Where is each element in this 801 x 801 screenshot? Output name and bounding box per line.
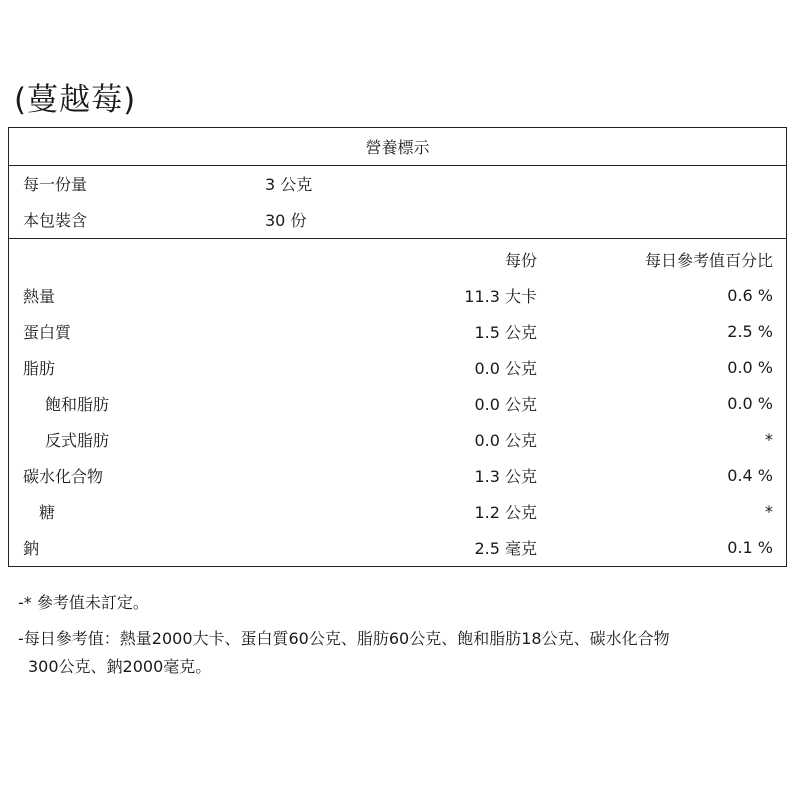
nutrient-name: 脂肪	[23, 358, 56, 378]
product-title: (蔓越莓)	[14, 82, 137, 118]
serving-size-row	[23, 168, 323, 198]
nutrient-daily-value: 2.5 %	[727, 321, 773, 341]
nutrient-name: 反式脂肪	[45, 430, 110, 450]
column-header-per-serving: 每份	[504, 250, 537, 270]
nutrient-per-serving: 1.5 公克	[474, 322, 537, 342]
nutrition-label	[8, 127, 787, 567]
nutrient-name: 碳水化合物	[23, 466, 104, 486]
nutrient-daily-value: 0.6 %	[727, 285, 773, 305]
nutrient-row-carbohydrate	[9, 460, 786, 490]
nutrient-daily-value: 0.0 %	[727, 393, 773, 413]
nutrient-per-serving: 0.0 公克	[474, 358, 537, 378]
footnote-reference-not-set: -* 參考值未訂定。	[18, 593, 149, 612]
servings-per-package-row	[23, 204, 323, 234]
label-heading: 營養標示	[9, 128, 786, 166]
footnote-daily-reference-line1: -每日參考值：熱量2000大卡、蛋白質60公克、脂肪60公克、飽和脂肪18公克、碳水化合物	[18, 629, 670, 648]
servings-label: 本包裝含	[23, 210, 88, 230]
nutrient-name: 熱量	[23, 286, 56, 306]
nutrient-per-serving: 1.3 公克	[474, 466, 537, 486]
nutrient-per-serving: 11.3 大卡	[464, 286, 537, 306]
nutrient-per-serving: 0.0 公克	[474, 430, 537, 450]
nutrient-row-trans-fat	[9, 424, 786, 454]
nutrient-per-serving: 0.0 公克	[474, 394, 537, 414]
nutrient-name: 糖	[39, 502, 56, 522]
nutrient-per-serving: 1.2 公克	[474, 502, 537, 522]
nutrient-per-serving: 2.5 毫克	[474, 538, 537, 558]
nutrient-name: 飽和脂肪	[45, 394, 110, 414]
nutrient-daily-value: 0.4 %	[727, 465, 773, 485]
nutrient-row-sodium	[9, 532, 786, 562]
nutrient-daily-value: 0.0 %	[727, 357, 773, 377]
nutrient-row-protein	[9, 316, 786, 346]
nutrient-name: 蛋白質	[23, 322, 72, 342]
nutrient-row-fat	[9, 352, 786, 382]
nutrient-daily-value: *	[765, 429, 773, 449]
footnote-daily-reference-line2: 300公克、鈉2000毫克。	[28, 657, 212, 676]
nutrient-daily-value: *	[765, 501, 773, 521]
column-header-daily-value: 每日參考值百分比	[644, 250, 773, 270]
nutrient-row-sugar	[9, 496, 786, 526]
serving-size-label: 每一份量	[23, 174, 88, 194]
nutrient-name: 鈉	[23, 538, 40, 558]
nutrient-row-energy	[9, 280, 786, 310]
serving-divider	[9, 238, 786, 239]
nutrient-daily-value: 0.1 %	[727, 537, 773, 557]
nutrient-row-saturated-fat	[9, 388, 786, 418]
serving-size-value: 3 公克	[265, 174, 313, 194]
servings-value: 30 份	[265, 210, 307, 230]
